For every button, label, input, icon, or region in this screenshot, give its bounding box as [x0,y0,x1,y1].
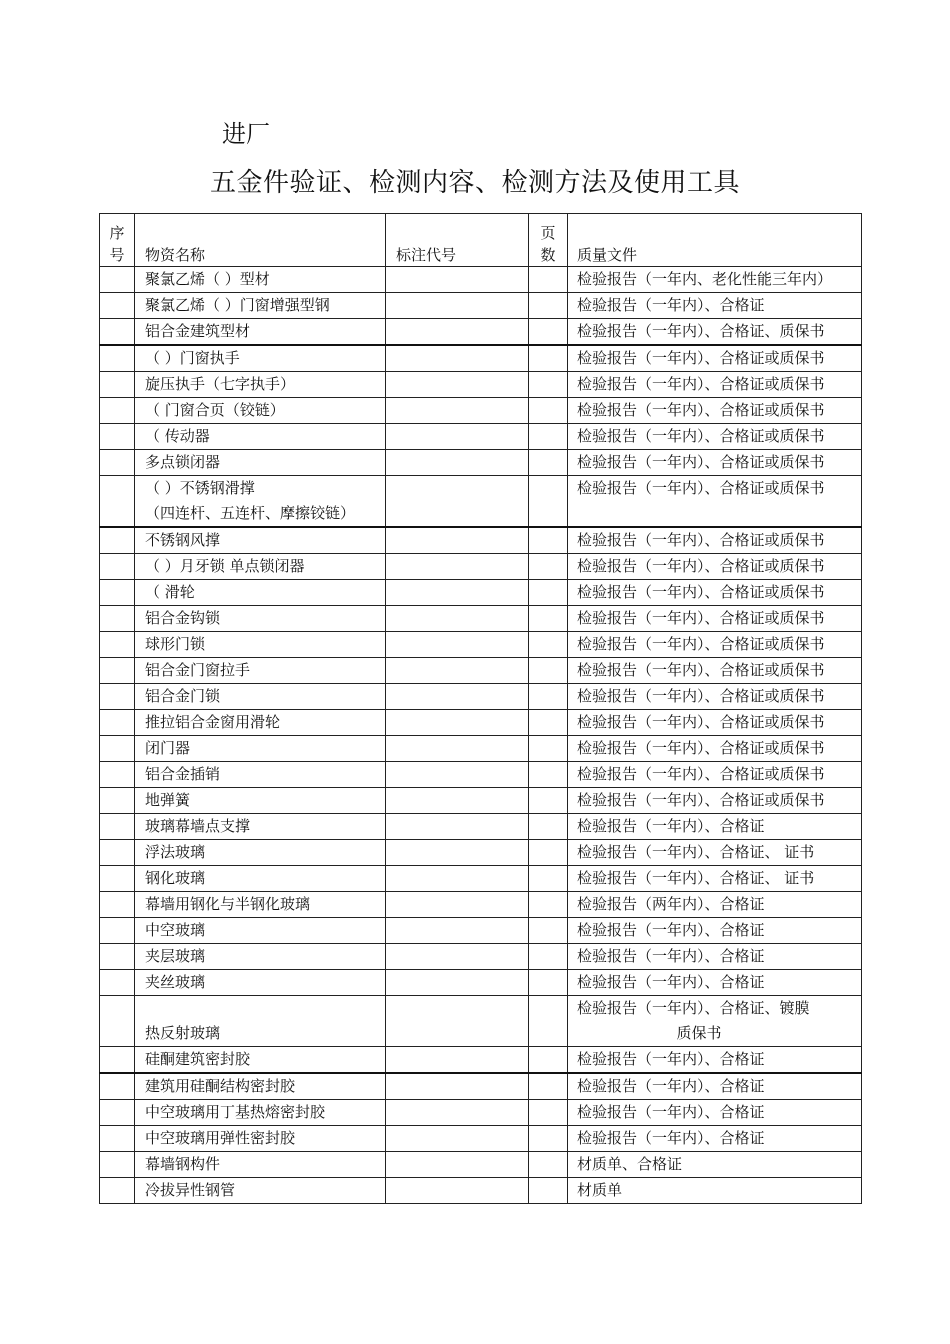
serial-cell [100,319,135,346]
pre-title: 进厂 [222,120,270,148]
material-name-cell [135,970,386,996]
quality-document: 检验报告（一年内）、合格证或质保书 [577,375,825,393]
serial-cell [100,450,135,476]
serial-cell [100,267,135,293]
serial-cell [100,424,135,450]
quality-document: 检验报告（一年内）、合格证或质保书 [577,661,825,679]
page-count-cell [529,710,568,736]
material-name: 聚氯乙烯（ ）型材 [145,270,270,288]
serial-cell [100,527,135,554]
quality-document: 检验报告（一年内）、合格证 [577,921,765,939]
quality-document: 检验报告（一年内）、合格证或质保书 [577,557,825,575]
quality-document: 检验报告（一年内）、合格证、镀膜 [577,999,810,1017]
serial-cell [100,658,135,684]
serial-cell [100,996,135,1047]
header-serial-line2: 号 [109,246,125,264]
quality-document: 检验报告（一年内）、合格证或质保书 [577,739,825,757]
page-count-cell [529,1126,568,1152]
table-row [100,1073,862,1100]
quality-document-cell [568,970,862,996]
page-count-cell [529,944,568,970]
quality-document: 检验报告（一年内）、合格证 [577,1050,765,1068]
quality-document-cell [568,267,862,293]
quality-document: 检验报告（一年内）、合格证或质保书 [577,713,825,731]
quality-document-cell [568,996,862,1047]
material-name-cell [135,788,386,814]
marking-code-cell [386,1178,529,1204]
table-row [100,866,862,892]
quality-document: 检验报告（一年内）、合格证 [577,296,765,314]
header-quality-document: 质量文件 [568,214,862,267]
page-count-cell [529,319,568,346]
material-name-cell [135,1126,386,1152]
table-header-row [100,214,862,267]
table-row [100,293,862,319]
quality-document: 检验报告（一年内）、合格证 [577,1077,765,1095]
page-count-cell [529,424,568,450]
serial-cell [100,372,135,398]
material-name-cell [135,632,386,658]
material-name: 玻璃幕墙点支撑 [145,817,251,835]
table-row [100,1152,862,1178]
table-row [100,684,862,710]
table-row [100,345,862,372]
table-row [100,944,862,970]
material-name: 浮法玻璃 [145,843,206,861]
quality-document-cell [568,788,862,814]
marking-code-cell [386,1152,529,1178]
material-name-cell [135,1047,386,1074]
marking-code-cell [386,424,529,450]
page-count-cell [529,580,568,606]
material-name-cell [135,319,386,346]
page-count-cell [529,554,568,580]
material-name-cell [135,606,386,632]
material-name: 不锈钢风撑 [145,531,221,549]
header-serial-number [100,214,135,267]
marking-code-cell [386,372,529,398]
serial-cell [100,710,135,736]
serial-cell [100,398,135,424]
page-count-cell [529,345,568,372]
serial-cell [100,1152,135,1178]
serial-cell [100,892,135,918]
marking-code-cell [386,970,529,996]
material-name-cell [135,840,386,866]
material-name-cell [135,372,386,398]
material-name-cell [135,398,386,424]
header-pages-line1: 页 [540,224,556,242]
material-name: （ 传动器 [145,427,210,445]
marking-code-cell [386,996,529,1047]
quality-document-cell [568,1126,862,1152]
serial-cell [100,788,135,814]
serial-cell [100,918,135,944]
serial-cell [100,1073,135,1100]
page-count-cell [529,1100,568,1126]
quality-document: 检验报告（一年内）、合格证 [577,947,765,965]
serial-cell [100,970,135,996]
quality-document-cell [568,293,862,319]
table-row [100,762,862,788]
material-name-cell [135,762,386,788]
serial-cell [100,345,135,372]
quality-document-cell [568,1073,862,1100]
table-row [100,476,862,528]
table-row [100,319,862,346]
serial-cell [100,684,135,710]
table-row [100,1100,862,1126]
quality-document-cell [568,554,862,580]
quality-document: 检验报告（一年内）、合格证 [577,1129,765,1147]
quality-document-cell [568,345,862,372]
quality-document: 检验报告（一年内）、合格证或质保书 [577,453,825,471]
material-name: 多点锁闭器 [145,453,221,471]
material-name: 铝合金门锁 [145,687,221,705]
quality-document: 材质单 [577,1181,623,1199]
marking-code-cell [386,918,529,944]
serial-cell [100,814,135,840]
table-row [100,450,862,476]
material-name: 幕墙用钢化与半钢化玻璃 [145,895,311,913]
serial-cell [100,944,135,970]
quality-document-cell [568,918,862,944]
material-name-cell [135,1152,386,1178]
table-row [100,424,862,450]
marking-code-cell [386,319,529,346]
header-material-name: 物资名称 [135,214,386,267]
marking-code-cell [386,267,529,293]
material-name: 热反射玻璃 [145,1024,221,1042]
page-count-cell [529,736,568,762]
marking-code-cell [386,554,529,580]
table-row [100,788,862,814]
page-count-cell [529,1152,568,1178]
quality-document-cell [568,1047,862,1074]
table-row [100,996,862,1047]
quality-document-cell [568,319,862,346]
material-name-continued: （四连杆、五连杆、摩擦铰链） [145,504,356,522]
quality-document: 检验报告（一年内）、合格证或质保书 [577,349,825,367]
material-name: 中空玻璃 [145,921,206,939]
quality-document-cell [568,684,862,710]
header-pages-line2: 数 [540,246,556,264]
serial-cell [100,554,135,580]
marking-code-cell [386,684,529,710]
page-count-cell [529,293,568,319]
marking-code-cell [386,345,529,372]
page-count-cell [529,970,568,996]
material-name: 夹丝玻璃 [145,973,206,991]
marking-code-cell [386,1100,529,1126]
quality-document: 检验报告（一年内）、合格证、质保书 [577,322,825,340]
serial-cell [100,866,135,892]
quality-document-cell [568,527,862,554]
serial-cell [100,580,135,606]
material-name-cell [135,1073,386,1100]
material-name-cell [135,450,386,476]
material-name: 旋压执手（七字执手） [145,375,296,393]
quality-document: 检验报告（一年内）、合格证或质保书 [577,765,825,783]
quality-document-cell [568,840,862,866]
marking-code-cell [386,840,529,866]
material-name: （ 滑轮 [145,583,195,601]
page-count-cell [529,267,568,293]
quality-document-cell [568,866,862,892]
quality-document: 检验报告（一年内）、合格证、 证书 [577,869,815,887]
page-count-cell [529,398,568,424]
marking-code-cell [386,866,529,892]
quality-document-cell [568,424,862,450]
table-row [100,736,862,762]
material-name-cell [135,580,386,606]
material-name-cell [135,554,386,580]
marking-code-cell [386,710,529,736]
material-name: 推拉铝合金窗用滑轮 [145,713,281,731]
material-name-cell [135,892,386,918]
table-row [100,606,862,632]
table-row [100,372,862,398]
table-row [100,527,862,554]
marking-code-cell [386,398,529,424]
quality-document-cell [568,372,862,398]
quality-document: 检验报告（一年内）、合格证或质保书 [577,531,825,549]
materials-table [99,213,862,1204]
material-name: 聚氯乙烯（ ）门窗增强型钢 [145,296,330,314]
material-name: （ ）不锈钢滑撑 [145,479,255,497]
material-name: 铝合金插销 [145,765,221,783]
page-count-cell [529,606,568,632]
material-name-cell [135,684,386,710]
material-name: 建筑用硅酮结构密封胶 [145,1077,296,1095]
material-name: 硅酮建筑密封胶 [145,1050,251,1068]
serial-cell [100,1126,135,1152]
header-marking-code: 标注代号 [386,214,529,267]
page-count-cell [529,1073,568,1100]
material-name: 闭门器 [145,739,191,757]
marking-code-cell [386,736,529,762]
table-row [100,267,862,293]
page-count-cell [529,814,568,840]
page-count-cell [529,892,568,918]
marking-code-cell [386,1047,529,1074]
material-name: 铝合金门窗拉手 [145,661,251,679]
page-count-cell [529,762,568,788]
quality-document-cell [568,398,862,424]
table-row [100,1126,862,1152]
marking-code-cell [386,632,529,658]
material-name-cell [135,658,386,684]
marking-code-cell [386,658,529,684]
quality-document-cell [568,450,862,476]
quality-document: 检验报告（一年内）、合格证或质保书 [577,401,825,419]
quality-document-cell [568,1178,862,1204]
table-row [100,580,862,606]
serial-cell [100,1178,135,1204]
marking-code-cell [386,580,529,606]
page-count-cell [529,372,568,398]
table-row [100,658,862,684]
quality-document-continued: 质保书 [676,1024,722,1042]
material-name: 幕墙钢构件 [145,1155,221,1173]
material-name: （ ）月牙锁 单点锁闭器 [145,557,305,575]
quality-document: 检验报告（一年内）、合格证或质保书 [577,791,825,809]
quality-document: 检验报告（一年内）、合格证 [577,817,765,835]
quality-document-cell [568,762,862,788]
material-name: 铝合金钩锁 [145,609,221,627]
material-name: 中空玻璃用弹性密封胶 [145,1129,296,1147]
quality-document-cell [568,710,862,736]
table-row [100,1178,862,1204]
serial-cell [100,476,135,528]
quality-document: 检验报告（一年内）、合格证 [577,1103,765,1121]
quality-document: 检验报告（一年内）、合格证或质保书 [577,687,825,705]
marking-code-cell [386,788,529,814]
quality-document-cell [568,814,862,840]
table-row [100,892,862,918]
quality-document: 检验报告（一年内）、合格证或质保书 [577,609,825,627]
table-row [100,918,862,944]
material-name-cell [135,424,386,450]
page-count-cell [529,476,568,528]
serial-cell [100,293,135,319]
material-name: 地弹簧 [145,791,191,809]
page-count-cell [529,450,568,476]
marking-code-cell [386,293,529,319]
marking-code-cell [386,450,529,476]
material-name-cell [135,710,386,736]
quality-document-cell [568,736,862,762]
quality-document-cell [568,606,862,632]
material-name-cell [135,293,386,319]
quality-document-cell [568,1152,862,1178]
material-name: 铝合金建筑型材 [145,322,251,340]
page-count-cell [529,658,568,684]
material-name-cell [135,345,386,372]
quality-document: 检验报告（一年内）、合格证或质保书 [577,583,825,601]
header-page-count [529,214,568,267]
table-row [100,814,862,840]
material-name-cell [135,267,386,293]
material-name: 夹层玻璃 [145,947,206,965]
quality-document: 检验报告（一年内）、合格证或质保书 [577,479,825,497]
quality-document: 检验报告（一年内）、合格证或质保书 [577,635,825,653]
material-name: 冷拔异性钢管 [145,1181,236,1199]
quality-document-cell [568,580,862,606]
marking-code-cell [386,476,529,528]
page-count-cell [529,527,568,554]
serial-cell [100,736,135,762]
document-title: 五金件验证、检测内容、检测方法及使用工具 [209,168,740,198]
material-name: 中空玻璃用丁基热熔密封胶 [145,1103,326,1121]
quality-document-cell [568,658,862,684]
page-count-cell [529,918,568,944]
quality-document-cell [568,1100,862,1126]
marking-code-cell [386,527,529,554]
table-row [100,840,862,866]
material-name-cell [135,996,386,1047]
serial-cell [100,762,135,788]
quality-document-cell [568,944,862,970]
table-body [100,267,862,1204]
page-count-cell [529,684,568,710]
quality-document: 检验报告（一年内）、合格证或质保书 [577,427,825,445]
material-name: （ 门窗合页（铰链） [145,401,285,419]
material-name-cell [135,866,386,892]
page-count-cell [529,840,568,866]
quality-document: 检验报告（一年内）、合格证、 证书 [577,843,815,861]
serial-cell [100,1047,135,1074]
marking-code-cell [386,762,529,788]
material-name: （ ）门窗执手 [145,349,240,367]
marking-code-cell [386,1073,529,1100]
material-name: 钢化玻璃 [145,869,206,887]
page-count-cell [529,788,568,814]
page-count-cell [529,1178,568,1204]
table-row [100,1047,862,1074]
table-row [100,398,862,424]
quality-document: 材质单、合格证 [577,1155,683,1173]
table-row [100,710,862,736]
material-name-cell [135,944,386,970]
material-name-cell [135,918,386,944]
material-name-cell [135,1100,386,1126]
material-name-cell [135,1178,386,1204]
material-name-cell [135,476,386,528]
quality-document-cell [568,892,862,918]
serial-cell [100,1100,135,1126]
table-row [100,554,862,580]
page-count-cell [529,866,568,892]
serial-cell [100,632,135,658]
serial-cell [100,840,135,866]
header-serial-line1: 序 [109,224,125,242]
material-name-cell [135,527,386,554]
page-count-cell [529,996,568,1047]
material-name-cell [135,814,386,840]
page-count-cell [529,632,568,658]
quality-document-cell [568,476,862,528]
marking-code-cell [386,606,529,632]
table-row [100,632,862,658]
marking-code-cell [386,814,529,840]
table-row [100,970,862,996]
marking-code-cell [386,1126,529,1152]
quality-document: 检验报告（一年内）、合格证 [577,973,765,991]
marking-code-cell [386,944,529,970]
serial-cell [100,606,135,632]
page-count-cell [529,1047,568,1074]
quality-document-cell [568,632,862,658]
material-name-cell [135,736,386,762]
quality-document: 检验报告（两年内）、合格证 [577,895,765,913]
quality-document: 检验报告（一年内、老化性能三年内） [577,270,833,288]
material-name: 球形门锁 [145,635,206,653]
marking-code-cell [386,892,529,918]
